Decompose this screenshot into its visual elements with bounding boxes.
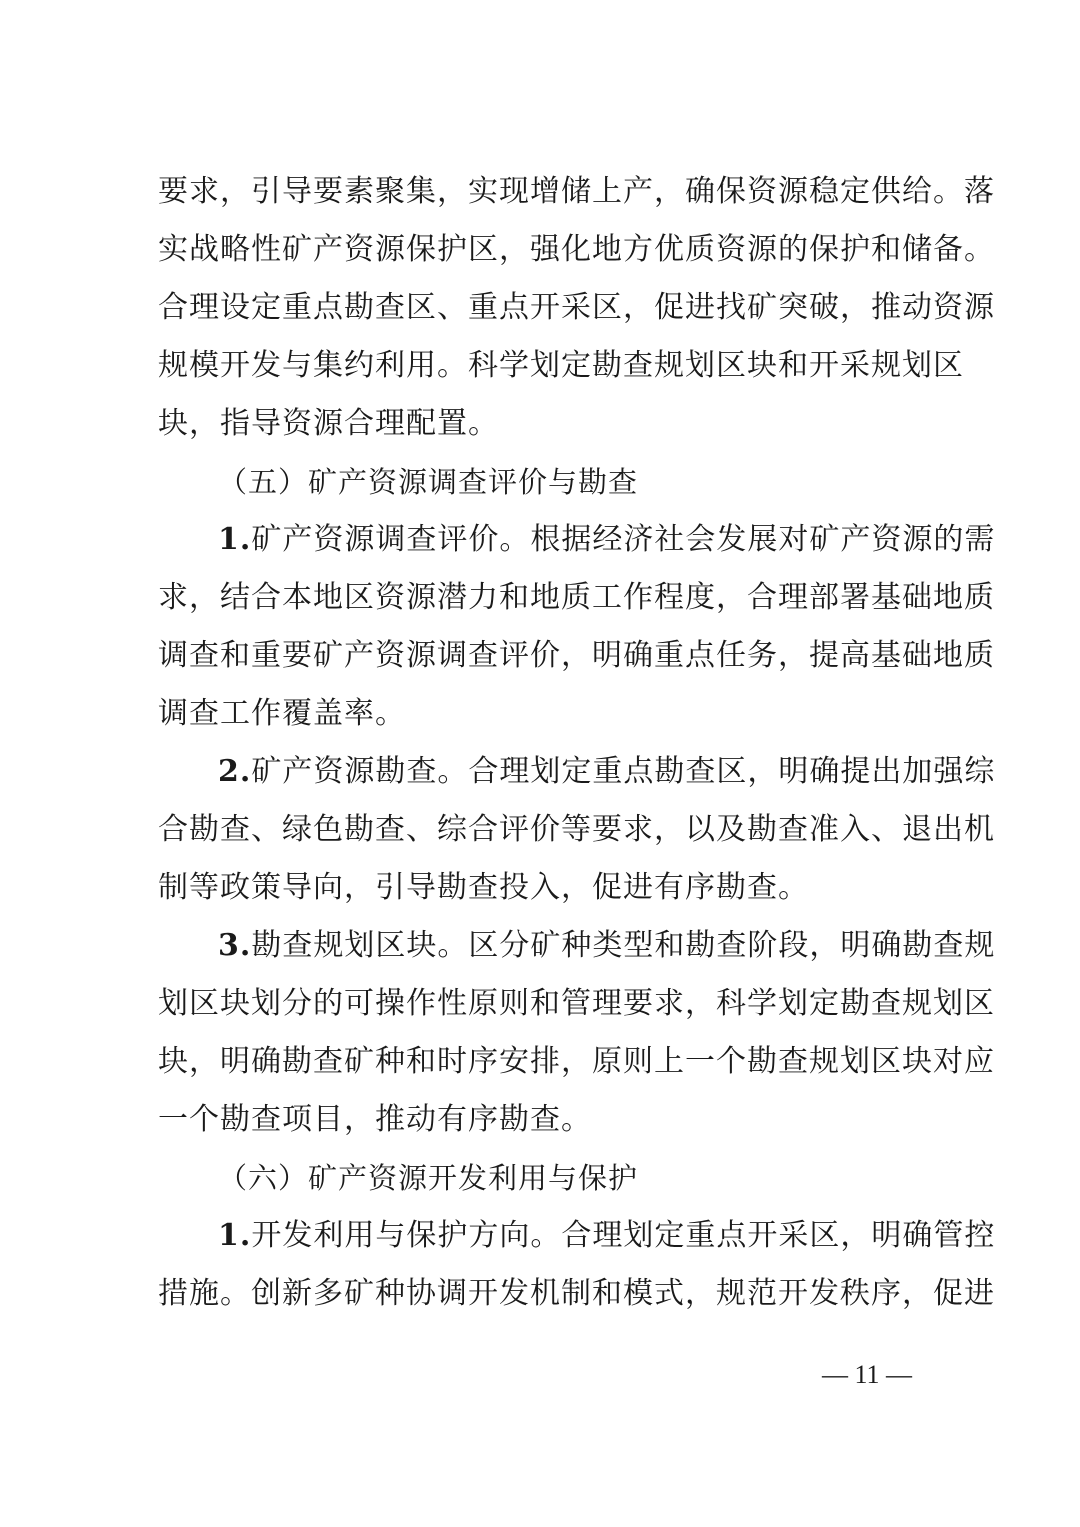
paragraph-line: 实战略性矿产资源保护区，强化地方优质资源的保护和储备。 [158,232,995,267]
paragraph-line: 制等政策导向，引导勘查投入，促进有序勘查。 [158,870,809,905]
item-number: 3. [218,928,252,963]
section-heading-6: （六）矿产资源开发利用与保护 [218,1161,639,1195]
item-number: 1. [218,522,252,557]
item-number: 2. [218,754,252,789]
paragraph-line: 块，指导资源合理配置。 [158,406,499,441]
paragraph-line: 调查和重要矿产资源调查评价，明确重点任务，提高基础地质 [158,638,995,673]
paragraph-line: 要求，引导要素聚集，实现增储上产，确保资源稳定供给。落 [158,174,995,209]
section-heading-5: （五）矿产资源调查评价与勘查 [218,465,639,499]
item-text: 矿产资源调查评价。根据经济社会发展对矿产资源的需 [251,522,996,557]
paragraph-line: 措施。创新多矿种协调开发机制和模式，规范开发秩序，促进 [158,1276,995,1311]
item-text: 矿产资源勘查。合理划定重点勘查区，明确提出加强综 [251,754,996,789]
item-text: 开发利用与保护方向。合理划定重点开采区，明确管控 [251,1218,996,1253]
item-3-first-line [218,926,996,966]
item-text: 勘查规划区块。区分矿种类型和勘查阶段，明确勘查规 [251,928,996,963]
item-number: 1. [218,1218,252,1253]
paragraph-line: 划区块划分的可操作性原则和管理要求，科学划定勘查规划区 [158,986,995,1021]
paragraph-line: 块，明确勘查矿种和时序安排，原则上一个勘查规划区块对应 [158,1044,995,1079]
item-1-first-line [218,520,996,560]
paragraph-line: 一个勘查项目，推动有序勘查。 [158,1102,592,1137]
paragraph-line: 规模开发与集约利用。科学划定勘查规划区块和开采规划区 [158,348,964,383]
paragraph-line: 调查工作覆盖率。 [158,696,406,731]
paragraph-line: 合理设定重点勘查区、重点开采区，促进找矿突破，推动资源 [158,290,995,325]
paragraph-line: 求，结合本地区资源潜力和地质工作程度，合理部署基础地质 [158,580,995,615]
item-1-first-line [218,1216,996,1256]
paragraph-line: 合勘查、绿色勘查、综合评价等要求，以及勘查准入、退出机 [158,812,995,847]
page-number: — 11 — [822,1360,913,1389]
item-2-first-line [218,752,996,792]
